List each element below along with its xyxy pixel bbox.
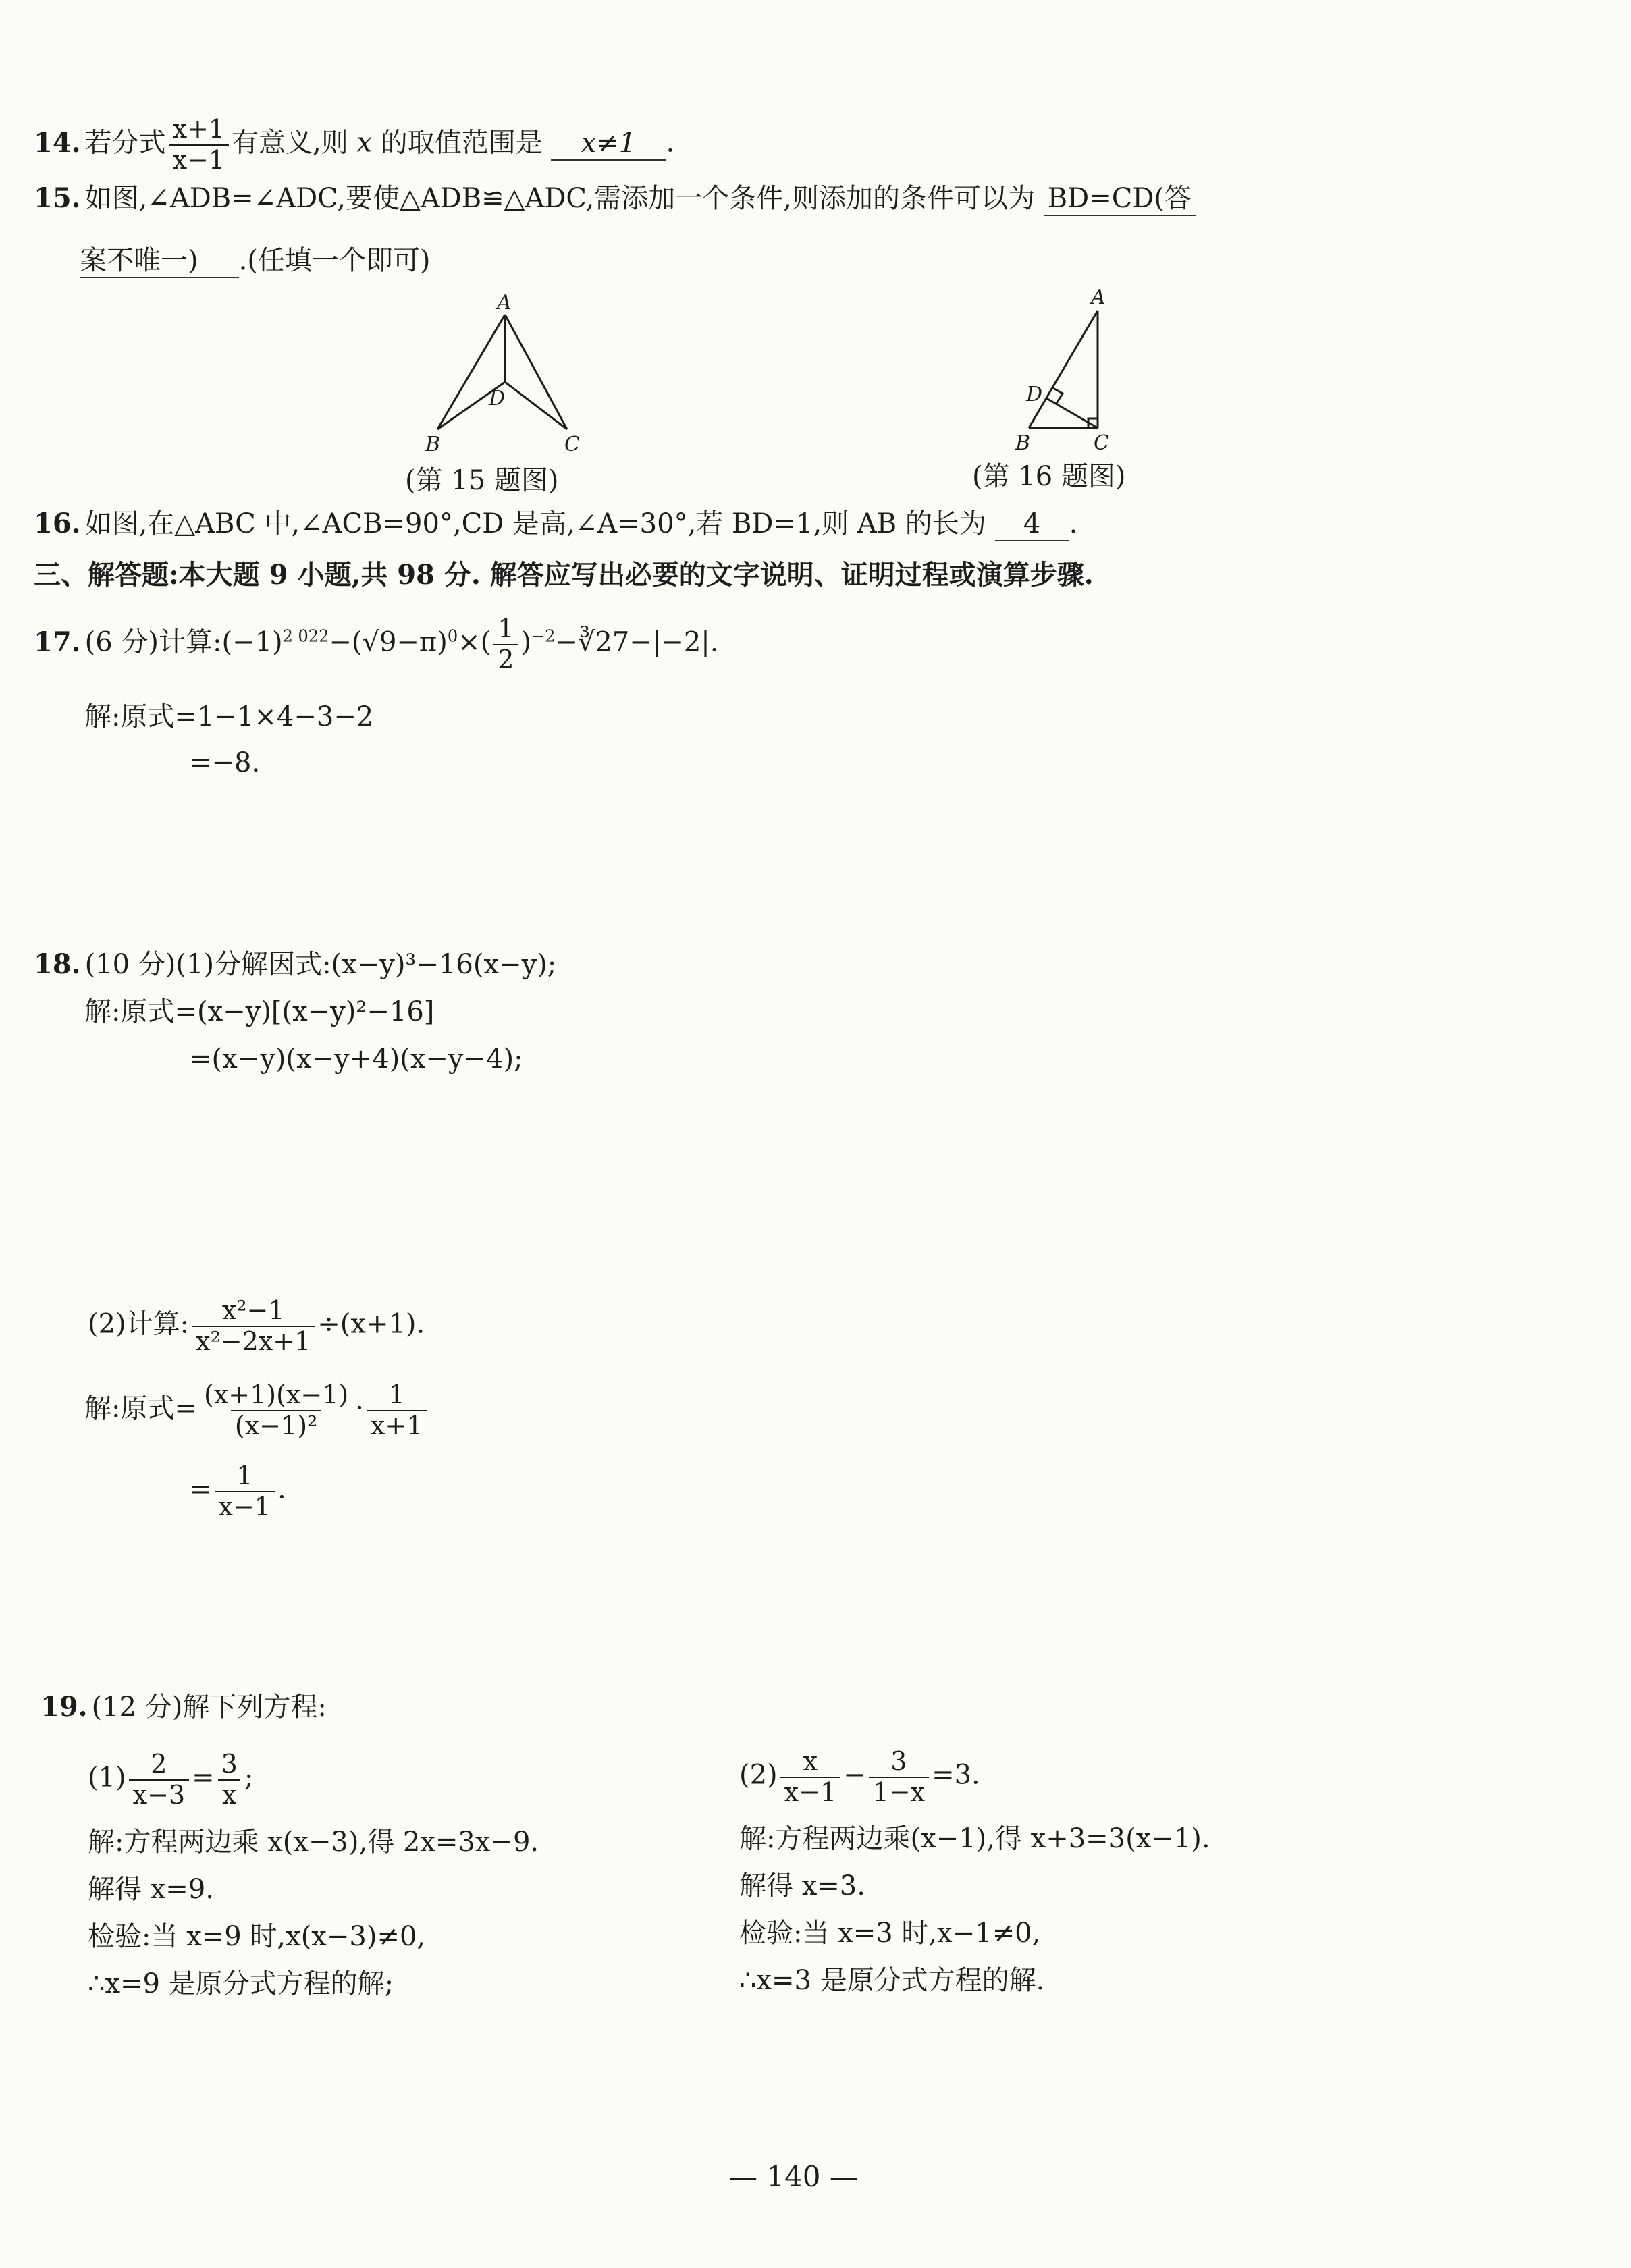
exponent: 2 022: [282, 626, 329, 646]
question-14: [34, 115, 674, 175]
question-16: [34, 508, 1077, 541]
figure-16-caption: (第 16 题图): [972, 461, 1126, 492]
solution-line: =(x−y)(x−y+4)(x−y−4);: [189, 1044, 523, 1075]
solution-line: 解得 x=3.: [739, 1870, 865, 1901]
numerator: 1: [498, 614, 514, 643]
question-19: [41, 1691, 327, 1723]
question-15-line-1: [34, 182, 1196, 216]
question-text: 有意义,则: [232, 127, 357, 159]
numerator: (x+1)(x−1): [204, 1380, 349, 1409]
question-18-part-2: [88, 1296, 425, 1356]
question-15-line-2: [80, 244, 431, 278]
segment-cd: [1046, 398, 1098, 428]
numerator: 3: [890, 1746, 907, 1776]
solution-line: =−8.: [189, 747, 261, 778]
solution-line: 检验:当 x=9 时,x(x−3)≠0,: [88, 1921, 426, 1952]
numerator: 1: [388, 1380, 405, 1409]
fraction: [367, 1380, 427, 1440]
question-18: [34, 948, 556, 981]
answer-text: 4: [1023, 508, 1041, 539]
fraction: [780, 1747, 840, 1807]
fraction: [215, 1461, 275, 1521]
figure-15-diagram: [405, 290, 608, 466]
label-b: B: [1015, 431, 1031, 455]
equation-end: =3.: [932, 1759, 980, 1791]
figure-16-diagram: [999, 284, 1134, 466]
question-number: 15.: [34, 182, 81, 214]
numerator: x: [803, 1746, 818, 1776]
multiply-dot: ·: [355, 1393, 364, 1424]
solution-line: 解:原式=1−1×4−3−2: [84, 701, 374, 732]
solution-prefix: 解:原式=: [84, 1393, 197, 1424]
semicolon: ;: [244, 1762, 254, 1793]
part-label: (1): [88, 1762, 126, 1793]
answer-blank: [1044, 182, 1196, 216]
segment-cd: [505, 382, 567, 429]
solution-line: [84, 1380, 429, 1440]
answer-text: x≠1: [581, 127, 637, 159]
question-text: 若分式: [84, 127, 166, 159]
label-a: A: [1091, 286, 1106, 309]
page-number: — 140 —: [729, 2160, 858, 2193]
question-19-part-2: [739, 1747, 980, 1807]
equals-sign: =: [189, 1474, 212, 1505]
label-c: C: [1094, 431, 1109, 455]
solution-line: 解得 x=9.: [88, 1874, 214, 1905]
question-number: 18.: [34, 948, 81, 980]
period: .: [277, 1474, 286, 1505]
solution-line: 解:方程两边乘 x(x−3),得 2x=3x−9.: [88, 1827, 539, 1858]
solution-line: ∴x=9 是原分式方程的解;: [88, 1968, 394, 1999]
fraction: [192, 1296, 315, 1356]
label-d: D: [489, 387, 506, 410]
answer-text: BD=CD(答: [1047, 183, 1192, 214]
label-a: A: [497, 291, 512, 315]
label-c: C: [564, 433, 580, 456]
question-text: ÷(x+1).: [317, 1308, 425, 1340]
question-text: −∛27−|−2|.: [555, 626, 719, 658]
section-heading: 三、解答题:本大题 9 小题,共 98 分. 解答应写出必要的文字说明、证明过程或演算步骤.: [34, 559, 1094, 591]
fraction: [200, 1380, 352, 1440]
denominator: x²−2x+1: [192, 1326, 315, 1357]
minus-sign: −: [843, 1759, 866, 1791]
denominator: x−1: [215, 1491, 275, 1522]
numerator: 1: [236, 1461, 253, 1490]
answer-blank-continued: [80, 244, 239, 278]
label-d: D: [1026, 383, 1043, 406]
fraction: [217, 1750, 242, 1810]
question-text: ×: [458, 626, 481, 658]
solution-line: [189, 1461, 286, 1521]
label-b: B: [425, 433, 441, 456]
numerator: x+1: [172, 114, 225, 144]
denominator: x: [218, 1779, 240, 1810]
exponent: 0: [447, 626, 458, 646]
denominator: 2: [493, 644, 518, 675]
denominator: x+1: [367, 1410, 427, 1441]
question-text: (6 分)计算:(−1): [84, 626, 283, 658]
question-17: 17. (6 分)计算$:(-1)^{2 022}-(√9-\pi)^0\times$( $\frac{1}{2}$ )$^{-2}$−∛27−|−2|.: [34, 614, 719, 674]
answer-text: 案不唯一): [80, 245, 198, 276]
answer-blank: [995, 508, 1069, 541]
question-number: 16.: [34, 508, 81, 539]
question-text: 如图,在△ABC 中,∠ACB=90°,CD 是高,∠A=30°,若 BD=1,则 AB 的长为: [84, 508, 986, 539]
variable: x: [356, 127, 373, 159]
numerator: 2: [151, 1749, 167, 1779]
exponent: −2: [531, 626, 556, 646]
answer-blank: [551, 127, 666, 161]
solution-line: ∴x=3 是原分式方程的解.: [739, 1965, 1045, 1996]
solution-line: 解:原式=(x−y)[(x−y)²−16]: [84, 996, 435, 1027]
figure-15-caption: (第 15 题图): [405, 465, 559, 496]
equals-sign: =: [192, 1762, 215, 1793]
question-text: −(√9−π): [329, 626, 448, 658]
fraction: [169, 115, 229, 175]
segment-ab: [437, 315, 505, 429]
denominator: x−1: [169, 144, 229, 176]
numerator: x²−1: [221, 1295, 285, 1325]
denominator: x−3: [129, 1779, 189, 1810]
question-number: 14.: [34, 126, 81, 159]
question-text: 如图,∠ADB=∠ADC,要使△ADB≌△ADC,需添加一个条件,则添加的条件可以为: [84, 183, 1036, 214]
question-text: 的取值范围是: [372, 127, 543, 159]
denominator: x−1: [780, 1777, 840, 1808]
fraction: [493, 614, 518, 674]
fraction: [129, 1750, 189, 1810]
question-number: 19.: [41, 1691, 88, 1723]
fraction: [869, 1747, 929, 1807]
numerator: 3: [221, 1749, 238, 1779]
period: .: [1069, 508, 1078, 539]
denominator: (x−1)²: [231, 1410, 321, 1441]
question-text: .(任填一个即可): [238, 245, 431, 276]
denominator: 1−x: [869, 1777, 929, 1808]
segment-ac: [505, 315, 567, 429]
part-label: (2): [739, 1759, 778, 1791]
solution-line: 检验:当 x=3 时,x−1≠0,: [739, 1918, 1041, 1949]
solution-line: 解:方程两边乘(x−1),得 x+3=3(x−1).: [739, 1823, 1210, 1854]
question-text: (10 分)(1)分解因式:(x−y)³−16(x−y);: [84, 949, 557, 980]
question-text: (2)计算:: [88, 1308, 190, 1340]
question-number: 17.: [34, 626, 81, 658]
question-text: (12 分)解下列方程:: [91, 1692, 327, 1723]
segment-ab: [1029, 310, 1098, 428]
question-19-part-1: [88, 1750, 253, 1810]
period: .: [666, 127, 675, 159]
